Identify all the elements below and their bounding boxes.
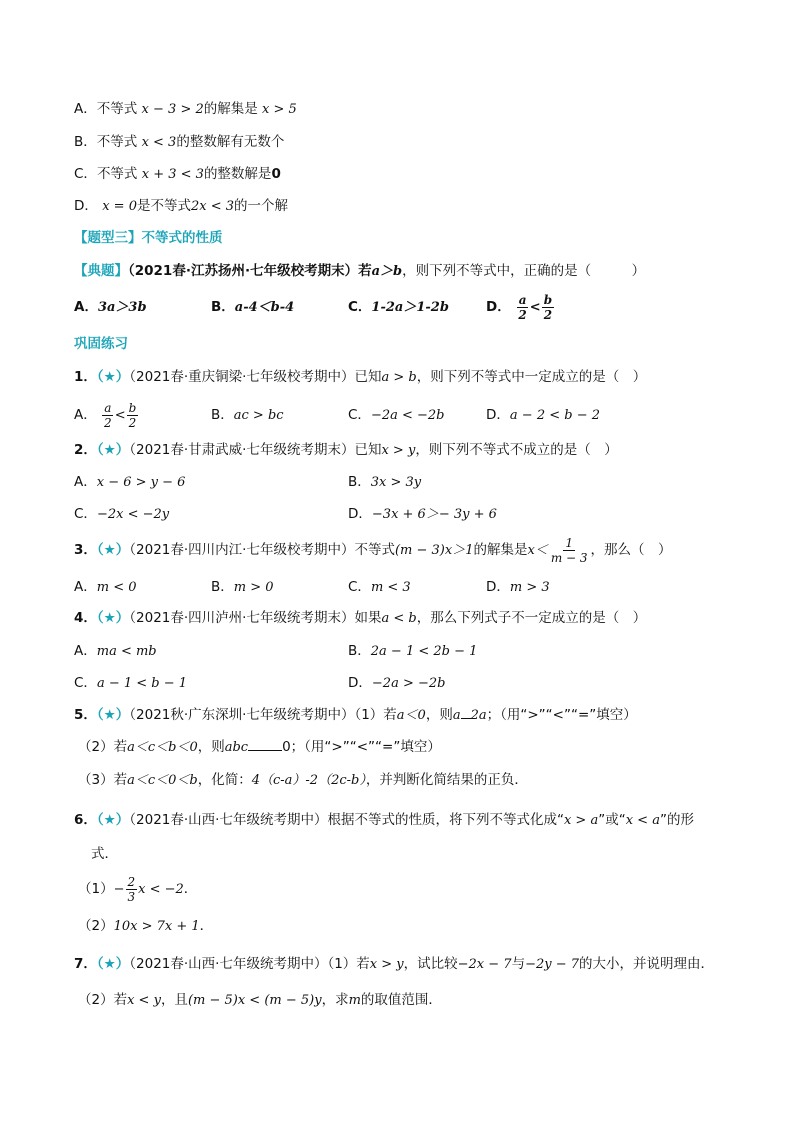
question-1: 1．（★）（2021春·重庆铜梁·七年级校考期中）已知a > b，则下列不等式中一定成立的是（ ）: [74, 369, 647, 385]
fraction: $\frac{a}{2}$: [104, 400, 112, 430]
fraction: $\frac{b}{2}$: [543, 292, 553, 322]
question-6: 6．（★）（2021春·山西·七年级统考期中）根据不等式的性质，将下列不等式化成“x > a”或“x < a”的形: [74, 812, 694, 828]
question-5-part-2: （2）若a＜c＜b＜0，则abc 0；（用“>”“<”“=”填空）: [78, 736, 441, 758]
star-icon: （★）: [96, 812, 130, 828]
practice-heading: 巩固练习: [74, 336, 128, 352]
star-icon: （★）: [96, 542, 130, 558]
math-expression: x − 3 > 2: [141, 102, 204, 117]
question-7: 7．（★）（2021春·山西·七年级统考期中）（1）若x > y，试比较−2x − 7与−2y − 7的大小，并说明理由．: [74, 956, 715, 972]
fraction: $\frac{a}{2}$: [518, 292, 527, 322]
example-tag: 【典题】: [74, 263, 128, 279]
option-label: B．: [74, 134, 97, 150]
example-option-d: D． $\frac{a}{2}$ < $\frac{b}{2}$: [486, 292, 553, 322]
star-icon: （★）: [96, 610, 130, 626]
star-icon: （★）: [96, 956, 130, 972]
question-6-part-2: （2）10x > 7x + 1．: [78, 918, 214, 934]
q4-option-d: D．−2a > −2b: [348, 675, 446, 691]
question-5: 5．（★）（2021秋·广东深圳·七年级统考期中）（1）若a＜0，则a 2a；（用“>”“<”“=”填空）: [74, 704, 637, 726]
answer-blank[interactable]: [461, 704, 471, 719]
q2-option-a: A．x − 6 > y − 6: [74, 474, 186, 490]
fraction: $\frac{2}{3}$: [127, 874, 136, 904]
option-b-row: B．不等式 x < 3的整数解有无数个: [74, 134, 285, 150]
q4-option-a: A．ma < mb: [74, 643, 157, 659]
star-icon: （★）: [96, 707, 130, 723]
q3-option-d: D．m > 3: [486, 579, 550, 595]
option-label: A．: [74, 101, 97, 117]
fraction: $\frac{1}{m - 3}$: [550, 535, 588, 565]
q4-option-c: C．a − 1 < b − 1: [74, 675, 188, 691]
math-expression: x < 3: [141, 135, 177, 150]
q2-option-b: B．3x > 3y: [348, 474, 422, 490]
q1-option-a: A． $\frac{a}{2}$ < $\frac{b}{2}$: [74, 400, 137, 430]
math-expression: x = 0: [102, 199, 137, 214]
question-6-continuation: 式．: [91, 846, 118, 862]
example-option-c: C．1-2a＞1-2b: [348, 299, 449, 315]
star-icon: （★）: [96, 442, 130, 458]
example-option-a: A．3a＞3b: [74, 299, 147, 315]
q4-option-b: B．2a − 1 < 2b − 1: [348, 643, 478, 659]
q3-option-c: C．m < 3: [348, 579, 411, 595]
q3-option-a: A．m < 0: [74, 579, 137, 595]
section-heading: 【题型三】不等式的性质: [74, 230, 223, 246]
q2-option-c: C．−2x < −2y: [74, 506, 170, 522]
math-expression: x > 5: [262, 102, 297, 117]
q1-option-b: B．ac > bc: [211, 407, 284, 423]
star-icon: （★）: [96, 369, 130, 385]
example-question: 【典题】（2021春·江苏扬州·七年级校考期末）若a＞b，则下列不等式中，正确的是（ ）: [74, 263, 646, 279]
q2-option-d: D．−3x + 6＞− 3y + 6: [348, 506, 497, 522]
question-3: 3．（★）（2021春·四川内江·七年级校考期中）不等式(m − 3)x＞1的解集是x＜ $\frac{1}{m - 3}$ ，那么（ ）: [74, 535, 672, 565]
answer-blank[interactable]: [248, 736, 282, 751]
example-option-b: B．a-4＜b-4: [211, 299, 295, 315]
question-6-part-1: （1）− $\frac{2}{3}$ x < −2．: [78, 874, 198, 904]
math-expression: 2x < 3: [190, 199, 234, 214]
math-expression: x + 3 < 3: [141, 167, 204, 182]
question-5-part-3: （3）若a＜c＜0＜b，化简：4（c-a）-2（2c-b），并判断化简结果的正负．: [78, 772, 528, 788]
q3-option-b: B．m > 0: [211, 579, 274, 595]
option-a-row: A．不等式 x − 3 > 2的解集是 x > 5: [74, 101, 297, 117]
option-label: C．: [74, 166, 97, 182]
q1-option-c: C．−2a < −2b: [348, 407, 445, 423]
question-7-part-2: （2）若x < y，且(m − 5)x < (m − 5)y，求m的取值范围．: [78, 992, 442, 1008]
option-label: D．: [74, 198, 98, 214]
question-4: 4．（★）（2021春·四川泸州·七年级统考期末）如果a < b，那么下列式子不一定成立的是（ ）: [74, 610, 647, 626]
question-2: 2．（★）（2021春·甘肃武威·七年级统考期末）已知x > y，则下列不等式不成立的是（ ）: [74, 442, 618, 458]
option-d-row: D． x = 0是不等式2x < 3的一个解: [74, 198, 288, 214]
option-c-row: C．不等式 x + 3 < 3的整数解是0: [74, 166, 281, 182]
q1-option-d: D．a − 2 < b − 2: [486, 407, 600, 423]
fraction: $\frac{b}{2}$: [128, 400, 137, 430]
